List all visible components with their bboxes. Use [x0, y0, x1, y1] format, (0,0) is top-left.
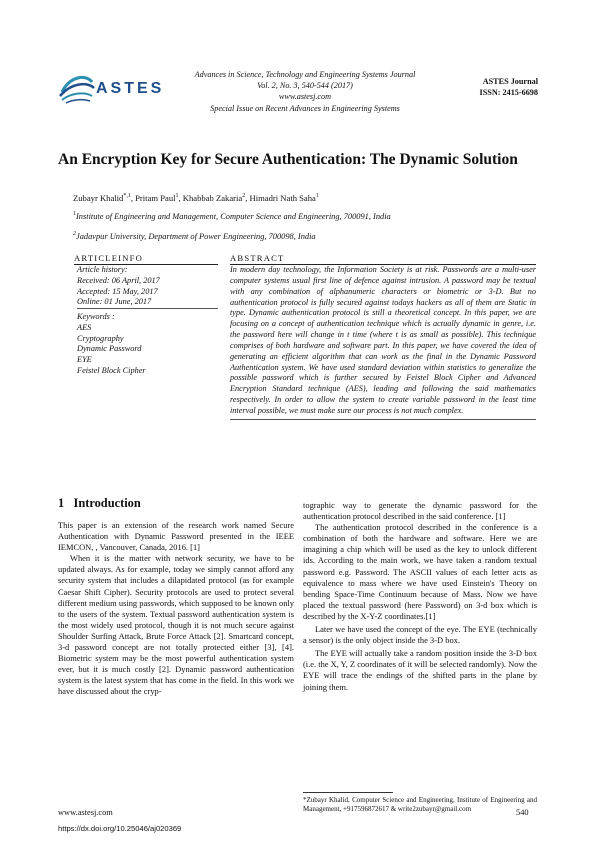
received-date: Received: 06 April, 2017 — [77, 275, 160, 285]
special-issue: Special Issue on Recent Advances in Engineering Systems — [210, 103, 400, 113]
affiliation-2-text: Jadavpur University, Department of Power Engineering, 700098, India — [76, 231, 316, 241]
journal-short-name: ASTES Journal — [482, 77, 538, 86]
keyword: Dynamic Password — [77, 344, 142, 354]
keywords-block — [77, 312, 218, 377]
accepted-date: Accepted: 15 May, 2017 — [77, 286, 158, 296]
journal-header — [150, 69, 460, 114]
affiliation-1: $^1$Institute of Engineering and Management, Computer Science and Engineering, 700091, India — [73, 211, 391, 221]
paragraph: Later we have used the concept of the eye. The EYE (technically a sensor) is the only object inside the 3-D box. — [303, 624, 537, 646]
column-right — [303, 500, 537, 693]
author-list: Zubayr Khalid$^{*,1}$, Pritam Paul$^1$, Khabbab Zakaria$^2$, Himadri Nath Saha$^1$ — [73, 193, 319, 203]
affiliation-1-text: Institute of Engineering and Management, Computer Science and Engineering, 700091, India — [76, 211, 391, 221]
keyword: EYE — [77, 355, 92, 365]
history-label: Article history: — [77, 265, 128, 274]
keyword: Cryptography — [77, 333, 124, 343]
paragraph: When it is the matter with network security, we have to be updated always. As for example, today we simply cannot afford any security system that includes a dilapidated protocol (as for example Caesar Shift Cipher). Security protocols are used to protect several different medium using passwords, which supposed to be known only to the users of the system. Textual password authentication system is the most widely used protocol, though it is not much secure against Shoulder Surfing Attack, Brute Force Attack [2]. Smartcard concept, 3-d password concept are not totally protected either [3], [4]. Biometric system may be the most powerful authentication system ever, but it is much costly [2]. Dynamic password authentication system is the latest system that has come in the field. In this work we have discussed about the cryp- — [58, 553, 294, 697]
paragraph: tographic way to generate the dynamic password for the authentication protocol described in the said conference. [1] — [303, 500, 537, 522]
journal-volume: Vol. 2, No. 3, 540-544 (2017) — [257, 81, 353, 91]
issn: ISSN: 2415-6698 — [479, 88, 538, 97]
affiliation-2: $^2$Jadavpur University, Department of Power Engineering, 700098, India — [73, 231, 316, 241]
section-title: Introduction — [73, 496, 141, 510]
keyword: AES — [77, 322, 92, 332]
footer-doi[interactable]: https://dx.doi.org/10.25046/aj020369 — [58, 824, 182, 833]
paragraph: This paper is an extension of the research work named Secure Authentication with Dynamic Password presented in the IEEE IEMCON, , Vancouver, Canada, 2016. [1] — [58, 520, 294, 553]
article-history — [77, 265, 218, 309]
paper-title: An Encryption Key for Secure Authentication: The Dynamic Solution — [58, 151, 518, 168]
keyword: Feistel Block Cipher — [77, 365, 146, 375]
globe-icon — [60, 77, 94, 103]
section-heading — [58, 496, 141, 511]
footnote-rule — [303, 792, 393, 793]
section-number: 1 — [58, 496, 65, 510]
keywords-label: Keywords : — [77, 312, 115, 321]
journal-issn-box — [452, 76, 538, 98]
article-info-heading: ARTICLEINFO — [74, 253, 218, 265]
footnote-text: *Zubayr Khalid, Computer Science and Engineering, Institute of Engineering and Management, +917596872617 & write2zubayr@gmail.com — [303, 796, 537, 813]
logo-text: ASTES — [96, 80, 165, 97]
abstract-text: In modern day technology, the Information Society is at risk. Passwords are a multi-user computer systems usual first line of defence against intrusion. A password may be textual with any combination of alphanumeric characters or biometric or 3-D. But no authentication protocol is fully secured against todays hackers as all of them are Static in type. Dynamic authentication protocol is still a theoretical concept. In this paper, we are focusing on a concept of authentication technique which is actually dynamic in genre, i.e. the password here will change in t time (where t is as small as possible). This technique comprises of both hardware and software part. In this paper, we have covered the idea of generating an efficient algorithm that can work as the final in the Dynamic Password Authentication system. We have used standard deviation within statistics to generalize the possible password which is further secured by Feistel Block Cipher and Advanced Encryption Standard technique (AES), leading and following the said mathematics respectively. In order to allow the system to create variable password in the least time interval possible, we must make sure our process is not much complex. — [230, 265, 536, 420]
online-date: Online: 01 June, 2017 — [77, 297, 152, 307]
journal-name: Advances in Science, Technology and Engineering Systems Journal — [194, 70, 416, 79]
column-left — [58, 520, 294, 698]
abstract-heading: ABSTRACT — [230, 253, 536, 265]
paragraph: The EYE will actually take a random position inside the 3-D box (i.e. the X, Y, Z coordinates of it will be selected randomly). Now the EYE will trace the endings of the shifted parts in the plane by joining them. — [303, 648, 537, 692]
paragraph: The authentication protocol described in the conference is a combination of both the hardware and software. Here we are imagining a chip which will be used as the key to unlock different ids. According to the main work, we have taken a random textual password e.g. Password. The ASCII values of each letter acts as equivalence to mass where we have used Einstein's Theory on bending Space-Time Continuum because of Mass. Now we have placed the textual password (here Password) on 3-d box which is described by the X-Y-Z coordinates.[1] — [303, 522, 537, 621]
journal-url[interactable]: www.astesj.com — [278, 92, 332, 102]
page-number: 540 — [516, 808, 529, 817]
footer-site[interactable]: www.astesj.com — [58, 808, 113, 817]
